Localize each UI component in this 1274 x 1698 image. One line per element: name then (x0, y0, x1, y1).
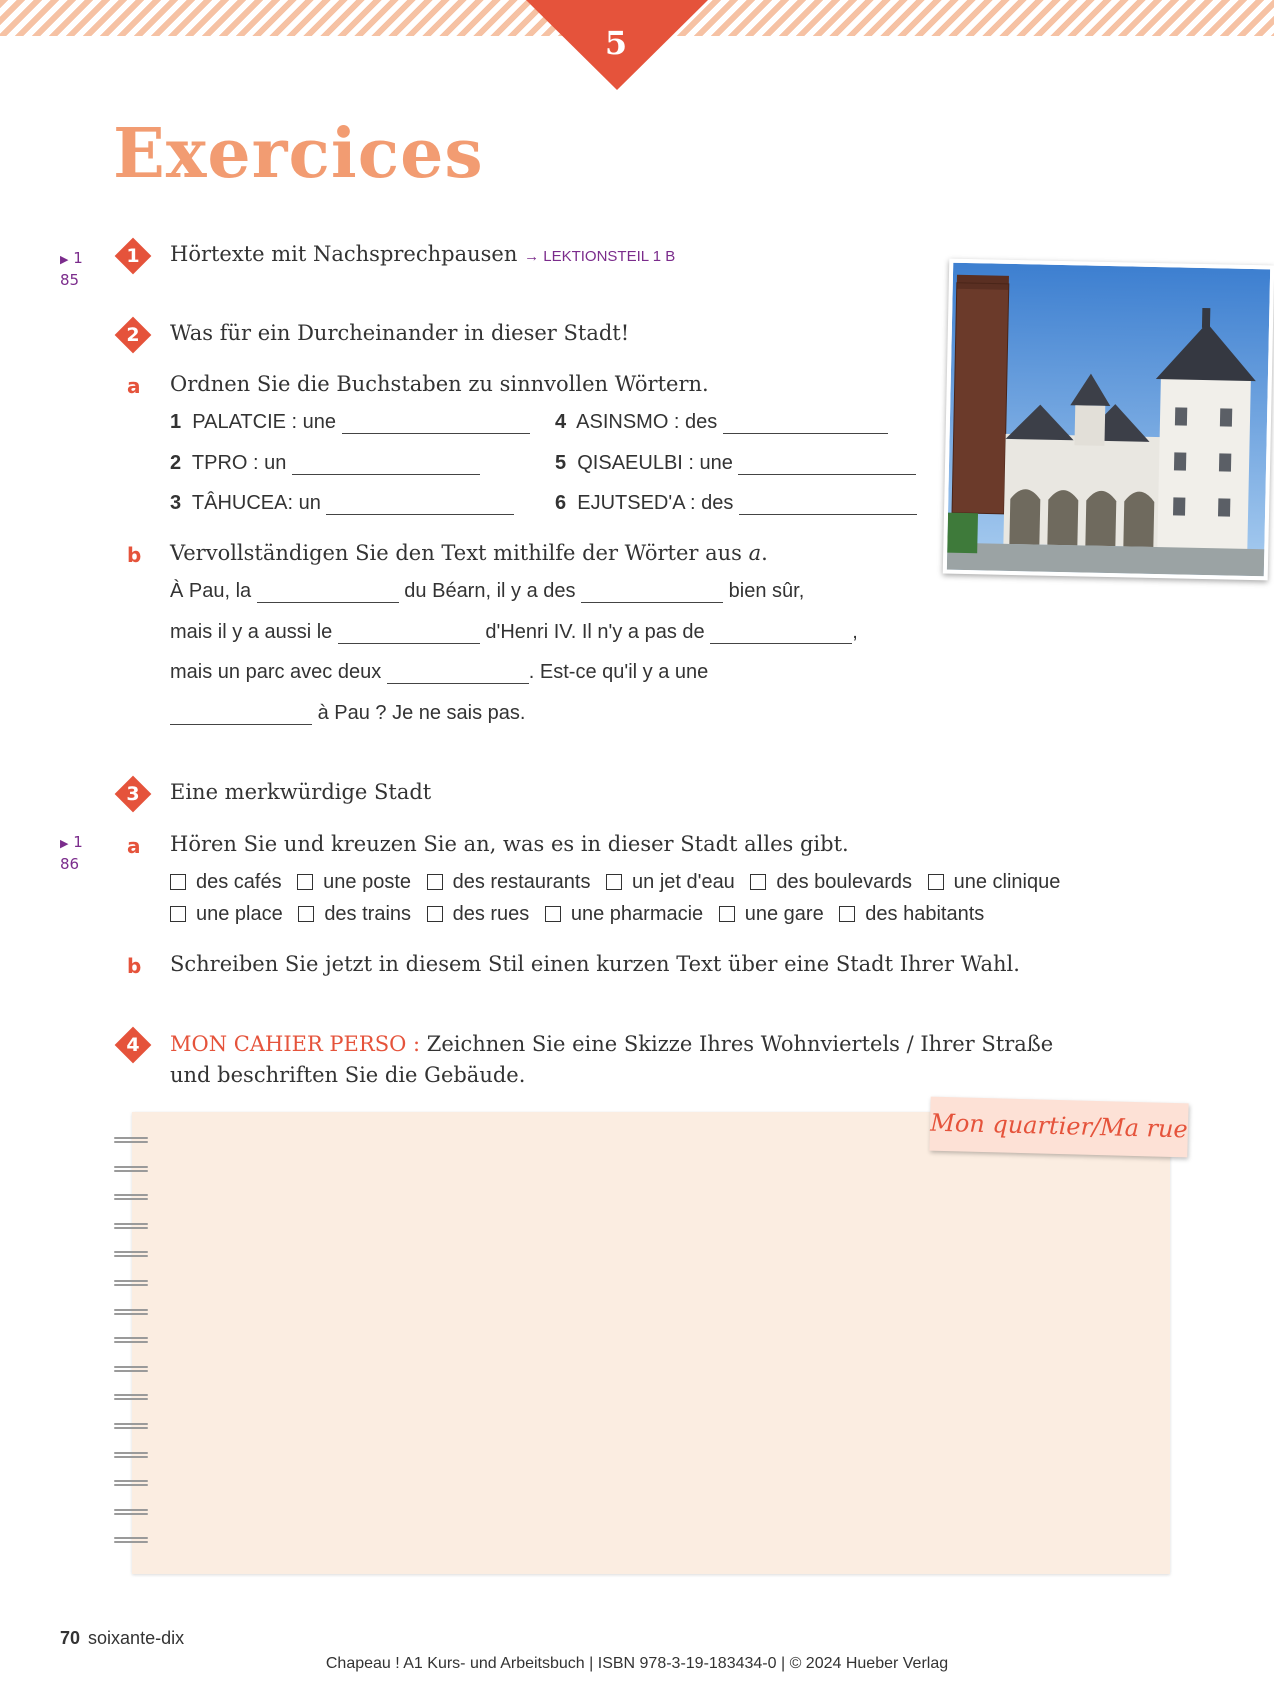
exercise-4-heading-line2: und beschriften Sie die Gebäude. (170, 1063, 526, 1087)
checkbox[interactable] (606, 874, 622, 890)
cloze-line: à Pau ? Je ne sais pas. (170, 702, 525, 725)
exercise-1-heading: Hörtexte mit Nachsprechpausen → LEKTIONSTEIL 1 B (170, 242, 676, 266)
spiral-ring (114, 1251, 148, 1259)
exercise-2b-instruction: Vervollständigen Sie den Text mithilfe der Wörter aus a. (170, 541, 768, 565)
lesson-reference: → LEKTIONSTEIL 1 B (524, 248, 676, 265)
cloze-blank[interactable] (710, 623, 852, 644)
spiral-ring (114, 1309, 148, 1317)
exercise-3a-instruction: Hören Sie und kreuzen Sie an, was es in dieser Stadt alles gibt. (170, 832, 849, 856)
answer-blank[interactable] (739, 494, 917, 515)
sketch-notebook[interactable] (132, 1112, 1170, 1574)
cloze-line: À Pau, la du Béarn, il y a des bien sûr, (170, 580, 805, 602)
spiral-ring (114, 1337, 148, 1345)
spiral-ring (114, 1280, 148, 1288)
castle-illustration (947, 263, 1270, 577)
checkbox[interactable] (545, 906, 561, 922)
cloze-blank[interactable] (257, 582, 399, 603)
checkbox[interactable] (750, 874, 766, 890)
play-icon: ▶ (60, 253, 69, 266)
exercise-number-badge: 3 (114, 775, 152, 813)
checkbox[interactable] (839, 906, 855, 922)
notebook-tag: Mon quartier/Ma rue (929, 1097, 1188, 1158)
cahier-perso-label: MON CAHIER PERSO : (170, 1032, 421, 1056)
footer-credit: Chapeau ! A1 Kurs- und Arbeitsbuch | ISBN 978-3-19-183434-0 | © 2024 Hueber Verlag (325, 1655, 949, 1672)
exercise-2-heading: Was für ein Durcheinander in dieser Stadt! (170, 321, 630, 345)
spiral-ring (114, 1537, 148, 1545)
word-item: 2 TPRO : un (170, 452, 480, 475)
checkbox[interactable] (170, 906, 186, 922)
checkbox[interactable] (170, 874, 186, 890)
cloze-blank[interactable] (338, 623, 480, 644)
audio-track-85[interactable]: ▶ 1 85 (60, 249, 83, 289)
cloze-blank[interactable] (387, 663, 529, 684)
subtask-letter: b (127, 543, 142, 567)
spiral-ring (114, 1223, 148, 1231)
answer-blank[interactable] (292, 454, 480, 475)
checkbox[interactable] (297, 874, 313, 890)
page-number: 70 soixante-dix (60, 1628, 185, 1648)
checkbox[interactable] (928, 874, 944, 890)
subtask-letter: a (127, 374, 141, 398)
spiral-ring (114, 1366, 148, 1374)
checkbox-row: des cafés une poste des restaurants un jet d'eau des boulevards une clinique (170, 871, 1070, 894)
answer-blank[interactable] (738, 454, 916, 475)
word-item: 3 TÂHUCEA: un (170, 492, 514, 515)
checkbox[interactable] (427, 906, 443, 922)
spiral-ring (114, 1137, 148, 1145)
exercise-2a-instruction: Ordnen Sie die Buchstaben zu sinnvollen Wörtern. (170, 372, 709, 396)
word-item: 4 ASINSMO : des (555, 411, 888, 434)
checkbox[interactable] (719, 906, 735, 922)
exercise-4-heading: MON CAHIER PERSO : Zeichnen Sie eine Skizze Ihres Wohnviertels / Ihrer Straße (170, 1032, 1054, 1056)
word-item: 6 EJUTSED'A : des (555, 492, 917, 515)
cloze-line: mais un parc avec deux . Est-ce qu'il y a une (170, 661, 709, 683)
exercise-number-badge: 1 (114, 237, 152, 275)
exercise-number-badge: 4 (114, 1026, 152, 1064)
page-title: Exercices (113, 114, 484, 194)
answer-blank[interactable] (723, 413, 888, 434)
spiral-ring (114, 1480, 148, 1488)
castle-photo (943, 259, 1274, 581)
answer-blank[interactable] (342, 413, 530, 434)
answer-blank[interactable] (326, 494, 514, 515)
checkbox-row: une place des trains des rues une pharmacie une gare des habitants (170, 903, 994, 926)
spiral-ring (114, 1423, 148, 1431)
cloze-line: mais il y a aussi le d'Henri IV. Il n'y a pas de , (170, 621, 858, 643)
word-item: 1 PALATCIE : une (170, 411, 530, 434)
cloze-blank[interactable] (170, 704, 312, 725)
word-item: 5 QISAEULBI : une (555, 452, 916, 475)
play-icon: ▶ (60, 837, 69, 850)
checkbox[interactable] (298, 906, 314, 922)
cloze-blank[interactable] (581, 582, 723, 603)
exercise-3b-instruction: Schreiben Sie jetzt in diesem Stil einen kurzen Text über eine Stadt Ihrer Wahl. (170, 952, 1020, 976)
chapter-number: 5 (604, 24, 628, 62)
spiral-ring (114, 1394, 148, 1402)
exercise-3-heading: Eine merkwürdige Stadt (170, 780, 432, 804)
spiral-ring (114, 1452, 148, 1460)
spiral-ring (114, 1509, 148, 1517)
spiral-ring (114, 1166, 148, 1174)
audio-track-86[interactable]: ▶ 1 86 (60, 833, 83, 873)
spiral-ring (114, 1194, 148, 1202)
checkbox[interactable] (427, 874, 443, 890)
subtask-letter: b (127, 954, 142, 978)
exercise-number-badge: 2 (114, 316, 152, 354)
subtask-letter: a (127, 834, 141, 858)
